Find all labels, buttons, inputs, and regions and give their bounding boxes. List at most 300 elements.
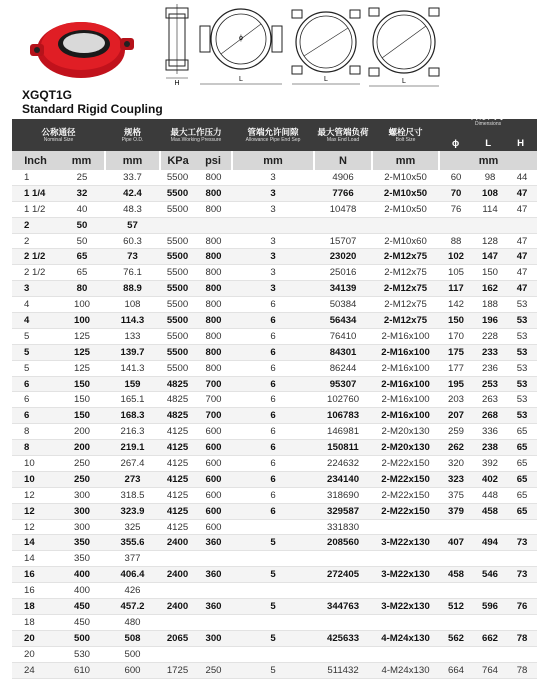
cell-mm: 200 bbox=[59, 424, 105, 440]
cell-phi bbox=[439, 646, 473, 662]
cell-l: 458 bbox=[473, 503, 507, 519]
cell-bolt: 2-M10x50 bbox=[372, 170, 439, 185]
cell-phi bbox=[439, 583, 473, 599]
cell-h bbox=[507, 519, 537, 535]
svg-text:ϕ: ϕ bbox=[239, 35, 243, 42]
cell-mm: 100 bbox=[59, 297, 105, 313]
cell-mm: 125 bbox=[59, 328, 105, 344]
cell-psi: 300 bbox=[195, 630, 232, 646]
cell-mm: 50 bbox=[59, 217, 105, 233]
table-row bbox=[12, 471, 537, 487]
cell-mm: 200 bbox=[59, 440, 105, 456]
cell-sep: 6 bbox=[232, 503, 314, 519]
cell-h: 65 bbox=[507, 440, 537, 456]
table-row bbox=[12, 328, 537, 344]
cell-bolt: 2-M10x50 bbox=[372, 185, 439, 201]
cell-h: 53 bbox=[507, 360, 537, 376]
cell-phi: 195 bbox=[439, 376, 473, 392]
cell-h: 47 bbox=[507, 265, 537, 281]
cell-kpa: 4125 bbox=[160, 519, 195, 535]
cell-phi: 320 bbox=[439, 456, 473, 472]
cell-mm: 32 bbox=[59, 185, 105, 201]
cell-kpa bbox=[160, 551, 195, 567]
cell-h: 53 bbox=[507, 313, 537, 329]
cell-sep: 6 bbox=[232, 392, 314, 408]
cell-mm: 50 bbox=[59, 233, 105, 249]
cell-l: 108 bbox=[473, 185, 507, 201]
cell-h: 76 bbox=[507, 599, 537, 615]
cell-od: 139.7 bbox=[105, 344, 160, 360]
cell-kpa: 5500 bbox=[160, 233, 195, 249]
cell-l: 662 bbox=[473, 630, 507, 646]
cell-h: 73 bbox=[507, 535, 537, 551]
cell-inch: 20 bbox=[12, 630, 59, 646]
cell-h: 65 bbox=[507, 503, 537, 519]
cell-l: 253 bbox=[473, 376, 507, 392]
svg-text:L: L bbox=[402, 78, 406, 85]
cell-kpa: 5500 bbox=[160, 297, 195, 313]
cell-kpa: 4125 bbox=[160, 487, 195, 503]
cell-mm: 450 bbox=[59, 614, 105, 630]
pipe-end-sep-header: 管端允许间隙 Allowance Pipe End Sep bbox=[232, 119, 314, 151]
cell-load: 146981 bbox=[314, 424, 372, 440]
cell-od: 406.4 bbox=[105, 567, 160, 583]
h-dimension-label: H bbox=[174, 80, 180, 87]
cell-inch: 6 bbox=[12, 408, 59, 424]
cell-od: 133 bbox=[105, 328, 160, 344]
bolt-view-drawing bbox=[366, 4, 442, 92]
cell-od: 165.1 bbox=[105, 392, 160, 408]
cell-bolt: 2-M20x130 bbox=[372, 440, 439, 456]
cell-od: 267.4 bbox=[105, 456, 160, 472]
cell-phi: 207 bbox=[439, 408, 473, 424]
cell-psi: 700 bbox=[195, 376, 232, 392]
cell-kpa: 5500 bbox=[160, 265, 195, 281]
cell-od: 42.4 bbox=[105, 185, 160, 201]
cell-psi: 800 bbox=[195, 249, 232, 265]
cell-load: 234140 bbox=[314, 471, 372, 487]
unit-mm: mm bbox=[59, 151, 105, 170]
table-row bbox=[12, 614, 537, 630]
cell-od: 426 bbox=[105, 583, 160, 599]
cell-load bbox=[314, 614, 372, 630]
header-row bbox=[12, 119, 537, 151]
cell-mm: 150 bbox=[59, 392, 105, 408]
cell-load: 272405 bbox=[314, 567, 372, 583]
table-row bbox=[12, 535, 537, 551]
unit-bolt-mm: mm bbox=[372, 151, 439, 170]
cell-load: 331830 bbox=[314, 519, 372, 535]
cell-mm: 400 bbox=[59, 567, 105, 583]
cell-load: 102760 bbox=[314, 392, 372, 408]
nominal-size-header: 公称通径 Nominal Size bbox=[12, 119, 105, 151]
cell-mm: 25 bbox=[59, 170, 105, 185]
front-view-drawing bbox=[196, 4, 286, 92]
cell-h: 47 bbox=[507, 201, 537, 217]
cell-phi: 177 bbox=[439, 360, 473, 376]
cell-l: 336 bbox=[473, 424, 507, 440]
section-view-drawing bbox=[290, 4, 362, 92]
cell-phi: 664 bbox=[439, 662, 473, 678]
cell-phi: 259 bbox=[439, 424, 473, 440]
cell-inch: 12 bbox=[12, 519, 59, 535]
cell-phi: 562 bbox=[439, 630, 473, 646]
cell-load: 425633 bbox=[314, 630, 372, 646]
cell-sep: 3 bbox=[232, 170, 314, 185]
cell-sep: 6 bbox=[232, 344, 314, 360]
cell-sep: 6 bbox=[232, 313, 314, 329]
cell-sep: 5 bbox=[232, 535, 314, 551]
cell-od: 141.3 bbox=[105, 360, 160, 376]
cell-sep: 6 bbox=[232, 297, 314, 313]
cell-phi: 76 bbox=[439, 201, 473, 217]
cell-od: 600 bbox=[105, 662, 160, 678]
cell-phi: 512 bbox=[439, 599, 473, 615]
cell-bolt: 2-M16x100 bbox=[372, 344, 439, 360]
table-row bbox=[12, 313, 537, 329]
cell-sep: 5 bbox=[232, 662, 314, 678]
cell-l: 150 bbox=[473, 265, 507, 281]
table-row bbox=[12, 567, 537, 583]
cell-psi: 600 bbox=[195, 471, 232, 487]
cell-inch: 12 bbox=[12, 503, 59, 519]
cell-l bbox=[473, 217, 507, 233]
cell-kpa bbox=[160, 646, 195, 662]
table-row bbox=[12, 392, 537, 408]
table-row bbox=[12, 646, 537, 662]
cell-psi: 800 bbox=[195, 328, 232, 344]
cell-psi: 800 bbox=[195, 297, 232, 313]
units-row bbox=[12, 151, 537, 170]
cell-mm: 40 bbox=[59, 201, 105, 217]
cell-od: 325 bbox=[105, 519, 160, 535]
cell-l: 188 bbox=[473, 297, 507, 313]
cell-phi: 379 bbox=[439, 503, 473, 519]
cell-mm: 530 bbox=[59, 646, 105, 662]
cell-bolt: 2-M10x60 bbox=[372, 233, 439, 249]
table-row bbox=[12, 456, 537, 472]
cell-bolt: 2-M12x75 bbox=[372, 297, 439, 313]
cell-inch: 1 1/2 bbox=[12, 201, 59, 217]
cell-h: 53 bbox=[507, 344, 537, 360]
cell-od: 355.6 bbox=[105, 535, 160, 551]
cell-h: 65 bbox=[507, 456, 537, 472]
table-row bbox=[12, 265, 537, 281]
cell-load: 318690 bbox=[314, 487, 372, 503]
cell-l bbox=[473, 551, 507, 567]
cell-mm: 125 bbox=[59, 344, 105, 360]
cell-psi: 700 bbox=[195, 408, 232, 424]
cell-phi: 117 bbox=[439, 281, 473, 297]
cell-phi bbox=[439, 217, 473, 233]
table-row bbox=[12, 440, 537, 456]
cell-bolt bbox=[372, 217, 439, 233]
cell-kpa: 4125 bbox=[160, 503, 195, 519]
cell-h: 53 bbox=[507, 297, 537, 313]
cell-mm: 500 bbox=[59, 630, 105, 646]
cell-l: 268 bbox=[473, 408, 507, 424]
cell-bolt: 2-M16x100 bbox=[372, 392, 439, 408]
cell-od: 480 bbox=[105, 614, 160, 630]
cell-kpa bbox=[160, 217, 195, 233]
cell-bolt bbox=[372, 646, 439, 662]
cell-h: 47 bbox=[507, 233, 537, 249]
cell-phi: 70 bbox=[439, 185, 473, 201]
cell-mm: 300 bbox=[59, 503, 105, 519]
cell-h bbox=[507, 583, 537, 599]
cell-kpa: 5500 bbox=[160, 249, 195, 265]
cell-bolt: 4-M24x130 bbox=[372, 630, 439, 646]
cell-sep: 6 bbox=[232, 487, 314, 503]
cell-l: 596 bbox=[473, 599, 507, 615]
cell-inch: 2 bbox=[12, 233, 59, 249]
cell-od: 33.7 bbox=[105, 170, 160, 185]
cell-load: 10478 bbox=[314, 201, 372, 217]
cell-bolt bbox=[372, 583, 439, 599]
cell-sep: 3 bbox=[232, 185, 314, 201]
cell-psi: 600 bbox=[195, 456, 232, 472]
cell-od: 108 bbox=[105, 297, 160, 313]
cell-psi: 600 bbox=[195, 424, 232, 440]
cell-kpa bbox=[160, 614, 195, 630]
cell-psi: 800 bbox=[195, 170, 232, 185]
cell-sep: 6 bbox=[232, 424, 314, 440]
cell-load: 344763 bbox=[314, 599, 372, 615]
cell-inch: 2 1/2 bbox=[12, 249, 59, 265]
table-row bbox=[12, 170, 537, 185]
cell-load: 25016 bbox=[314, 265, 372, 281]
cell-sep: 6 bbox=[232, 328, 314, 344]
cell-phi: 60 bbox=[439, 170, 473, 185]
cell-sep: 3 bbox=[232, 201, 314, 217]
cell-od: 159 bbox=[105, 376, 160, 392]
pipe-od-header: 规格 Pipe O.D. bbox=[105, 119, 160, 151]
cell-h: 53 bbox=[507, 328, 537, 344]
l-dimension-label: L bbox=[239, 76, 243, 83]
cell-inch: 6 bbox=[12, 376, 59, 392]
product-name: Standard Rigid Coupling bbox=[22, 102, 163, 116]
cell-kpa bbox=[160, 583, 195, 599]
cell-l: 764 bbox=[473, 662, 507, 678]
table-row bbox=[12, 201, 537, 217]
cell-psi: 360 bbox=[195, 599, 232, 615]
cell-psi: 600 bbox=[195, 440, 232, 456]
cell-inch: 8 bbox=[12, 424, 59, 440]
cell-phi: 150 bbox=[439, 313, 473, 329]
cell-kpa: 4825 bbox=[160, 408, 195, 424]
cell-l: 238 bbox=[473, 440, 507, 456]
cell-kpa: 5500 bbox=[160, 281, 195, 297]
cell-inch: 10 bbox=[12, 471, 59, 487]
cell-l: 402 bbox=[473, 471, 507, 487]
svg-text:L: L bbox=[324, 76, 328, 83]
cell-od: 377 bbox=[105, 551, 160, 567]
cell-bolt bbox=[372, 519, 439, 535]
cell-kpa: 5500 bbox=[160, 344, 195, 360]
cell-l: 494 bbox=[473, 535, 507, 551]
cell-sep: 3 bbox=[232, 281, 314, 297]
cell-psi bbox=[195, 217, 232, 233]
cell-inch: 18 bbox=[12, 599, 59, 615]
cell-psi: 800 bbox=[195, 360, 232, 376]
cell-psi: 800 bbox=[195, 233, 232, 249]
cell-kpa: 5500 bbox=[160, 201, 195, 217]
cell-inch: 6 bbox=[12, 392, 59, 408]
table-row bbox=[12, 281, 537, 297]
cell-inch: 18 bbox=[12, 614, 59, 630]
cell-psi: 250 bbox=[195, 662, 232, 678]
table-row bbox=[12, 630, 537, 646]
cell-psi: 360 bbox=[195, 535, 232, 551]
cell-kpa: 5500 bbox=[160, 328, 195, 344]
cell-load: 23020 bbox=[314, 249, 372, 265]
cell-mm: 150 bbox=[59, 376, 105, 392]
cell-psi: 800 bbox=[195, 201, 232, 217]
cell-mm: 350 bbox=[59, 535, 105, 551]
cell-kpa: 5500 bbox=[160, 313, 195, 329]
cell-load: 511432 bbox=[314, 662, 372, 678]
cell-load: 15707 bbox=[314, 233, 372, 249]
cell-mm: 80 bbox=[59, 281, 105, 297]
cell-od: 76.1 bbox=[105, 265, 160, 281]
cell-bolt: 2-M16x100 bbox=[372, 328, 439, 344]
cell-sep: 6 bbox=[232, 360, 314, 376]
unit-dim-mm: mm bbox=[439, 151, 537, 170]
cell-od: 168.3 bbox=[105, 408, 160, 424]
side-view-drawing bbox=[160, 4, 194, 86]
cell-mm: 250 bbox=[59, 456, 105, 472]
table-row bbox=[12, 249, 537, 265]
cell-psi bbox=[195, 583, 232, 599]
cell-bolt: 2-M12x75 bbox=[372, 313, 439, 329]
cell-phi: 170 bbox=[439, 328, 473, 344]
cell-bolt bbox=[372, 614, 439, 630]
cell-bolt: 2-M16x100 bbox=[372, 408, 439, 424]
table-row bbox=[12, 217, 537, 233]
table-row bbox=[12, 185, 537, 201]
cell-load bbox=[314, 551, 372, 567]
cell-load bbox=[314, 583, 372, 599]
dimensions-header: 外形尺寸 Dimensions ϕ L H bbox=[439, 119, 537, 151]
cell-kpa: 2400 bbox=[160, 535, 195, 551]
cell-od: 219.1 bbox=[105, 440, 160, 456]
cell-l: 236 bbox=[473, 360, 507, 376]
cell-sep bbox=[232, 583, 314, 599]
cell-od: 216.3 bbox=[105, 424, 160, 440]
cell-inch: 8 bbox=[12, 440, 59, 456]
cell-phi: 175 bbox=[439, 344, 473, 360]
cell-od: 457.2 bbox=[105, 599, 160, 615]
unit-kpa: KPa bbox=[160, 151, 195, 170]
cell-od: 273 bbox=[105, 471, 160, 487]
cell-sep: 5 bbox=[232, 599, 314, 615]
cell-load bbox=[314, 646, 372, 662]
cell-od: 323.9 bbox=[105, 503, 160, 519]
cell-kpa: 1725 bbox=[160, 662, 195, 678]
cell-sep bbox=[232, 519, 314, 535]
cell-phi bbox=[439, 614, 473, 630]
cell-od: 57 bbox=[105, 217, 160, 233]
cell-load: 84301 bbox=[314, 344, 372, 360]
cell-inch: 16 bbox=[12, 567, 59, 583]
cell-mm: 450 bbox=[59, 599, 105, 615]
cell-h: 78 bbox=[507, 662, 537, 678]
cell-od: 73 bbox=[105, 249, 160, 265]
cell-bolt: 2-M16x100 bbox=[372, 376, 439, 392]
cell-mm: 250 bbox=[59, 471, 105, 487]
cell-inch: 5 bbox=[12, 344, 59, 360]
cell-mm: 300 bbox=[59, 487, 105, 503]
cell-load: 208560 bbox=[314, 535, 372, 551]
table-row bbox=[12, 376, 537, 392]
cell-load: 329587 bbox=[314, 503, 372, 519]
cell-sep: 6 bbox=[232, 376, 314, 392]
coupling-photo bbox=[22, 6, 140, 84]
cell-bolt: 2-M16x100 bbox=[372, 360, 439, 376]
cell-h: 78 bbox=[507, 630, 537, 646]
spec-table bbox=[12, 110, 537, 679]
cell-psi bbox=[195, 614, 232, 630]
cell-bolt: 3-M22x130 bbox=[372, 567, 439, 583]
cell-bolt: 2-M22x150 bbox=[372, 503, 439, 519]
cell-sep bbox=[232, 614, 314, 630]
cell-bolt: 2-M12x75 bbox=[372, 249, 439, 265]
cell-mm: 350 bbox=[59, 551, 105, 567]
cell-psi: 360 bbox=[195, 567, 232, 583]
cell-od: 60.3 bbox=[105, 233, 160, 249]
cell-load: 56434 bbox=[314, 313, 372, 329]
table-row bbox=[12, 344, 537, 360]
table-row bbox=[12, 519, 537, 535]
cell-l: 114 bbox=[473, 201, 507, 217]
cell-phi: 105 bbox=[439, 265, 473, 281]
cell-h bbox=[507, 646, 537, 662]
cell-h: 73 bbox=[507, 567, 537, 583]
cell-load: 7766 bbox=[314, 185, 372, 201]
cell-l bbox=[473, 583, 507, 599]
cell-od: 88.9 bbox=[105, 281, 160, 297]
table-row bbox=[12, 233, 537, 249]
cell-phi: 323 bbox=[439, 471, 473, 487]
cell-od: 48.3 bbox=[105, 201, 160, 217]
cell-psi: 600 bbox=[195, 519, 232, 535]
header-area bbox=[0, 0, 550, 118]
cell-load: 224632 bbox=[314, 456, 372, 472]
cell-h: 47 bbox=[507, 281, 537, 297]
cell-inch: 10 bbox=[12, 456, 59, 472]
cell-mm: 125 bbox=[59, 360, 105, 376]
cell-sep: 6 bbox=[232, 440, 314, 456]
cell-od: 114.3 bbox=[105, 313, 160, 329]
cell-l: 546 bbox=[473, 567, 507, 583]
cell-bolt: 2-M22x150 bbox=[372, 487, 439, 503]
cell-od: 318.5 bbox=[105, 487, 160, 503]
cell-bolt: 2-M22x150 bbox=[372, 456, 439, 472]
cell-mm: 65 bbox=[59, 249, 105, 265]
unit-od-mm: mm bbox=[105, 151, 160, 170]
cell-load: 50384 bbox=[314, 297, 372, 313]
cell-phi: 375 bbox=[439, 487, 473, 503]
cell-kpa: 4125 bbox=[160, 440, 195, 456]
cell-l: 196 bbox=[473, 313, 507, 329]
bolt-size-header: 螺栓尺寸 Bolt Size bbox=[372, 119, 439, 151]
cell-inch: 20 bbox=[12, 646, 59, 662]
cell-inch: 4 bbox=[12, 297, 59, 313]
cell-sep bbox=[232, 646, 314, 662]
table-row bbox=[12, 424, 537, 440]
cell-h: 53 bbox=[507, 408, 537, 424]
cell-kpa: 5500 bbox=[160, 360, 195, 376]
